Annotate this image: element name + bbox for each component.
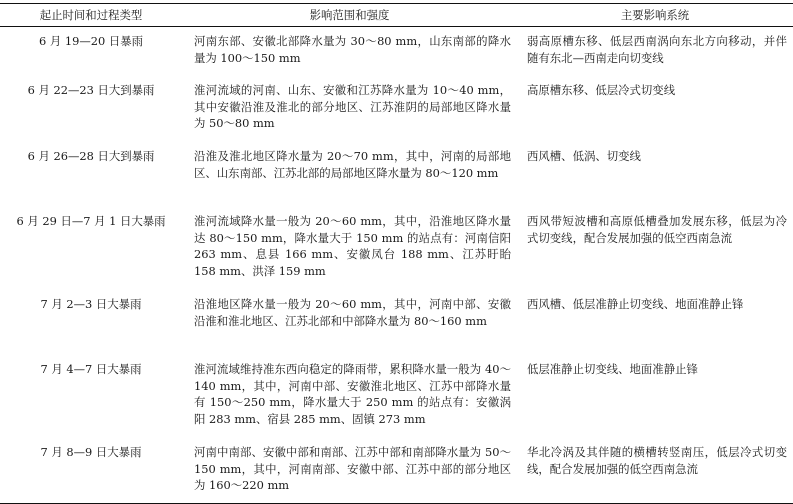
period-cell: 7 月 2—3 日大暴雨 [40,297,142,311]
table-row [0,438,793,504]
scope-cell: 淮河流域维持准东西向稳定的降雨带，累积降水量一般为 40～140 mm，其中，河南中部、安徽淮北地区、江苏中部降水量有 150～250 mm，降水量大于 250 mm 的站点有：安徽涡阳 283 mm、宿县 285 mm、固镇 273 mm [194,362,511,426]
system-cell: 西风槽、低层准静止切变线、地面准静止锋 [527,297,744,311]
scope-cell: 淮河流域的河南、山东、安徽和江苏降水量为 10～40 mm，其中安徽沿淮及淮北的部分地区、江苏淮阴的局部地区降水量为 50～80 mm [194,83,511,130]
table-row [0,76,793,142]
rainstorm-process-table [0,3,793,504]
system-cell: 高原槽东移、低层冷式切变线 [527,83,676,97]
scope-cell: 河南东部、安徽北部降水量为 30～80 mm，山东南部的降水量为 100～150 mm [194,34,511,65]
table-row [0,290,793,355]
period-cell: 6 月 26—28 日大到暴雨 [27,149,155,163]
scope-cell: 沿淮及淮北地区降水量为 20～70 mm，其中，河南的局部地区、山东南部、江苏北部的局部地区降水量为 80～120 mm [194,149,511,180]
system-cell: 西风槽、低涡、切变线 [527,149,641,163]
scope-cell: 沿淮地区降水量一般为 20～60 mm，其中，河南中部、安徽沿淮和淮北地区、江苏北部和中部降水量为 80～160 mm [194,297,511,328]
system-cell: 低层准静止切变线、地面准静止锋 [527,362,698,376]
table-row [0,27,793,77]
period-cell: 6 月 29 日—7 月 1 日大暴雨 [16,214,166,228]
header-row [0,4,793,27]
scope-cell: 淮河流域降水量一般为 20～60 mm，其中，沿淮地区降水量达 80～150 mm，降水量大于 150 mm 的站点有：河南信阳 263 mm、息县 166 mm、安徽凤台 188 mm、江苏盱眙 158 mm、洪泽 159 mm [194,214,511,278]
period-cell: 7 月 8—9 日大暴雨 [0,438,182,504]
table-row [0,207,793,290]
system-cell: 华北冷涡及其伴随的横槽转竖南压，低层冷式切变线，配合发展加强的低空西南急流 [517,438,793,504]
table-row [0,142,793,207]
table-row [0,355,793,438]
system-cell: 西风带短波槽和高原低槽叠加发展东移，低层为冷式切变线，配合发展加强的低空西南急流 [527,214,787,245]
header-scope: 影响范围和强度 [182,4,517,27]
table-header [0,4,793,27]
scope-cell: 河南中南部、安徽中部和南部、江苏中部和南部降水量为 50～150 mm，其中，河南南部、安徽中部、江苏中部的部分地区为 160～220 mm [182,438,517,504]
header-period: 起止时间和过程类型 [0,4,182,27]
table-body [0,27,793,504]
period-cell: 7 月 4—7 日大暴雨 [40,362,142,376]
period-cell: 6 月 19—20 日暴雨 [38,34,144,48]
period-cell: 6 月 22—23 日大到暴雨 [27,83,155,97]
system-cell: 弱高原槽东移、低层西南涡向东北方向移动，并伴随有东北—西南走向切变线 [527,34,787,65]
header-system: 主要影响系统 [517,4,793,27]
